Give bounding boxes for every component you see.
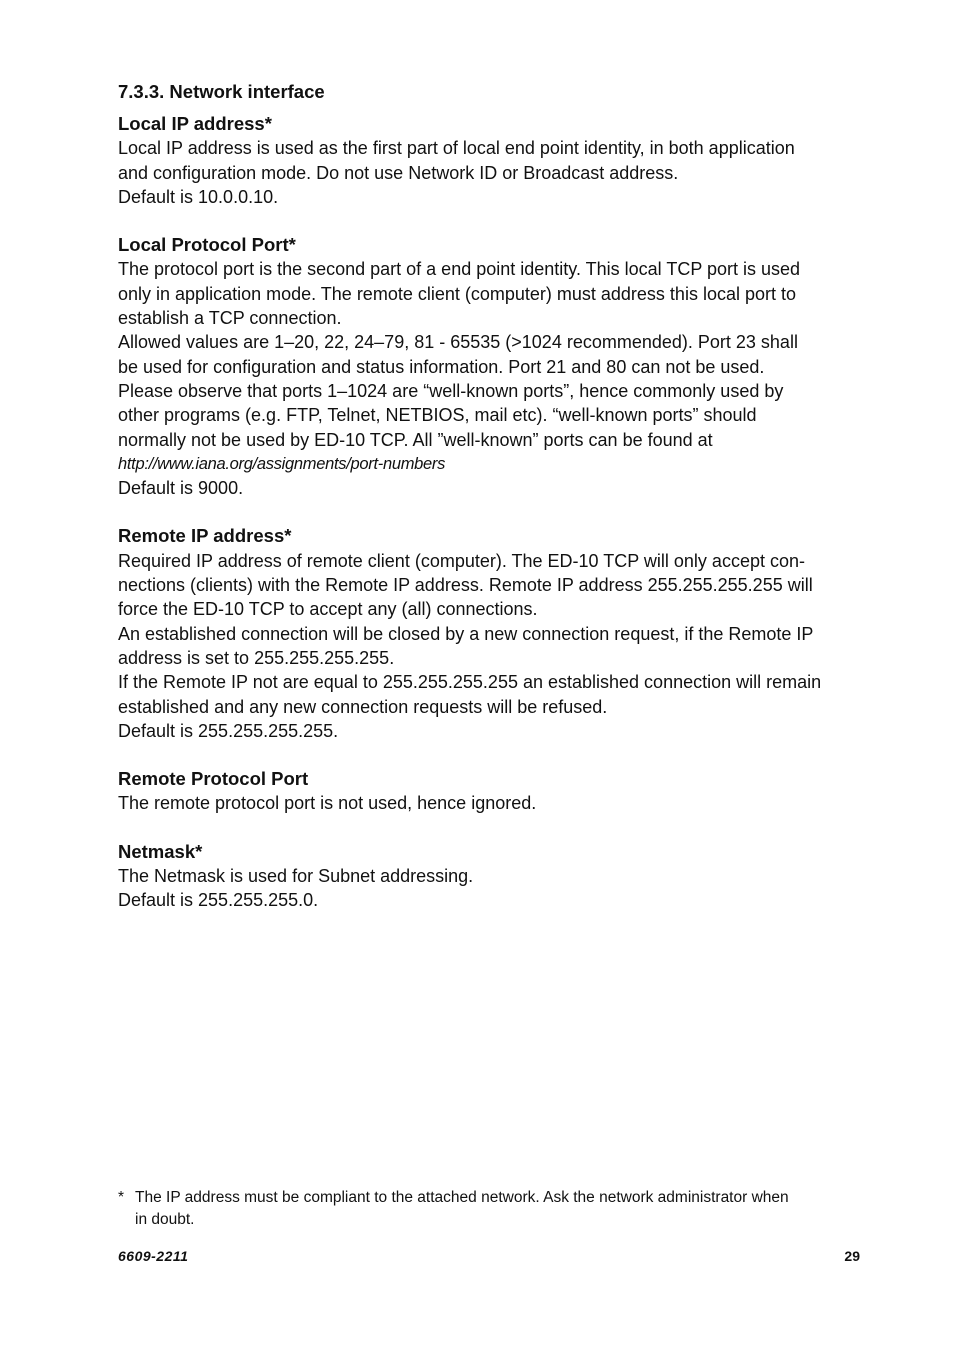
remote-ip-address-heading: Remote IP address* [118,525,292,547]
default-value-text: Default is 9000. [118,478,244,499]
body-text-line: be used for configuration and status information. Port 21 and 80 can not be used. [118,356,765,377]
local-ip-address-heading: Local IP address* [118,113,272,134]
body-text-line: The Netmask is used for Subnet addressing. [118,866,474,887]
body-text-line: An established connection will be closed by a new connection request, if the Remote IP [118,623,814,644]
footnote-marker: * [118,1189,125,1206]
body-text-line: force the ED-10 TCP to accept any (all) connections. [118,599,538,620]
document-number: 6609-2211 [118,1248,189,1264]
local-protocol-port-heading: Local Protocol Port* [118,234,296,256]
body-text-line: nections (clients) with the Remote IP address. Remote IP address 255.255.255.255 will [118,575,813,596]
iana-url-link[interactable]: http://www.iana.org/assignments/port-numbers [118,454,446,473]
default-value-text: Default is 255.255.255.255. [118,720,339,741]
body-text-line: other programs (e.g. FTP, Telnet, NETBIOS, mail etc). “well-known ports” should [118,405,757,426]
footnote [118,1187,860,1231]
default-value-text: Default is 10.0.0.10. [118,186,279,207]
body-text-line: If the Remote IP not are equal to 255.255.255.255 an established connection will remain [118,672,822,693]
netmask-section [118,840,860,913]
body-text-line: establish a TCP connection. [118,308,342,329]
body-text-line: address is set to 255.255.255.255. [118,647,395,668]
local-ip-address-section [118,112,860,209]
footnote-line: in doubt. [135,1211,195,1228]
body-text-line: and configuration mode. Do not use Network ID or Broadcast address. [118,162,679,183]
local-protocol-port-section [118,233,860,500]
section-title: 7.3.3. Network interface [118,81,325,102]
body-text-line: Please observe that ports 1–1024 are “well-known ports”, hence commonly used by [118,380,784,401]
body-text-line: The protocol port is the second part of a end point identity. This local TCP port is used [118,259,801,280]
default-value-text: Default is 255.255.255.0. [118,890,319,911]
remote-protocol-port-section [118,767,860,816]
body-text-line: established and any new connection requests will be refused. [118,696,608,717]
body-text-line: The remote protocol port is not used, hence ignored. [118,793,537,814]
page-number: 29 [844,1248,860,1264]
body-text-line: Local IP address is used as the first part of local end point identity, in both application [118,138,795,159]
netmask-heading: Netmask* [118,840,203,862]
page-content [118,80,860,937]
remote-protocol-port-heading: Remote Protocol Port [118,768,309,790]
remote-ip-address-section [118,524,860,743]
body-text-line: only in application mode. The remote client (computer) must address this local port to [118,283,796,304]
body-text-line: Required IP address of remote client (computer). The ED-10 TCP will only accept con- [118,550,805,571]
body-text-line: normally not be used by ED-10 TCP. All ”well-known” ports can be found at [118,429,713,450]
footnote-text [135,1187,860,1231]
footnote-line: The IP address must be compliant to the attached network. Ask the network administrator when [135,1189,789,1206]
body-text-line: Allowed values are 1–20, 22, 24–79, 81 - 65535 (>1024 recommended). Port 23 shall [118,332,798,353]
